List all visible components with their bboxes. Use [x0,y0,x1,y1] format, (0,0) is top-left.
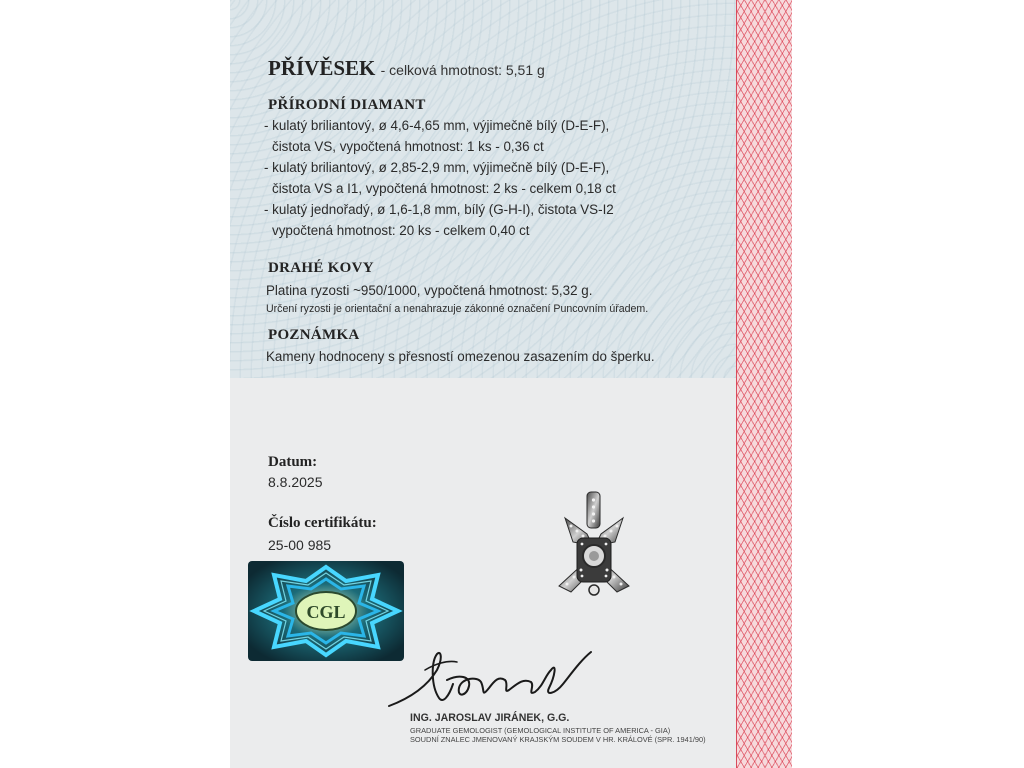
remark-line: Kameny hodnoceny s přesností omezenou zasazením do šperku. [266,349,655,364]
diamond-line-3: - kulatý briliantový, ø 2,85-2,9 mm, výjimečně bílý (D-E-F), [264,160,610,175]
item-weight: - celková hmotnost: 5,51 g [380,62,545,78]
item-heading: PŘÍVĚSEK [268,56,376,80]
metals-line: Platina ryzosti ~950/1000, vypočtená hmotnost: 5,32 g. [266,283,593,298]
handwritten-signature [385,640,615,712]
signer-title-2: SOUDNÍ ZNALEC JMENOVANÝ KRAJSKÝM SOUDEM V HR. KRÁLOVÉ (SPR. 1941/90) [410,735,706,744]
diamond-line-6: vypočtená hmotnost: 20 ks - celkem 0,40 ct [272,223,530,238]
date-value: 8.8.2025 [268,474,323,490]
security-ribbon [736,0,792,768]
diamond-heading: PŘÍRODNÍ DIAMANT [268,97,426,113]
item-title [268,56,545,81]
metals-heading: DRAHÉ KOVY [268,260,374,276]
diamond-line-4: čistota VS a I1, vypočtená hmotnost: 2 ks - celkem 0,18 ct [272,181,616,196]
remark-heading: POZNÁMKA [268,327,360,343]
diamond-line-2: čistota VS, vypočtená hmotnost: 1 ks - 0,36 ct [272,139,544,154]
certificate-value: 25-00 985 [268,537,332,553]
date-label: Datum: [268,454,318,470]
certificate-label: Číslo certifikátu: [268,515,377,531]
pendant-image [545,490,645,640]
diamond-line-5: - kulatý jednořadý, ø 1,6-1,8 mm, bílý (G-H-I), čistota VS-I2 [264,202,614,217]
metals-note: Určení ryzosti je orientační a nenahrazuje zákonné označení Puncovním úřadem. [266,303,649,315]
signer-title-1: GRADUATE GEMOLOGIST (GEMOLOGICAL INSTITUTE OF AMERICA - GIA) [410,726,671,735]
hologram-logo: CGL [306,602,346,622]
signer-name: ING. JAROSLAV JIRÁNEK, G.G. [410,712,570,724]
hologram-sticker [248,561,404,661]
diamond-line-1: - kulatý briliantový, ø 4,6-4,65 mm, výjimečně bílý (D-E-F), [264,118,610,133]
